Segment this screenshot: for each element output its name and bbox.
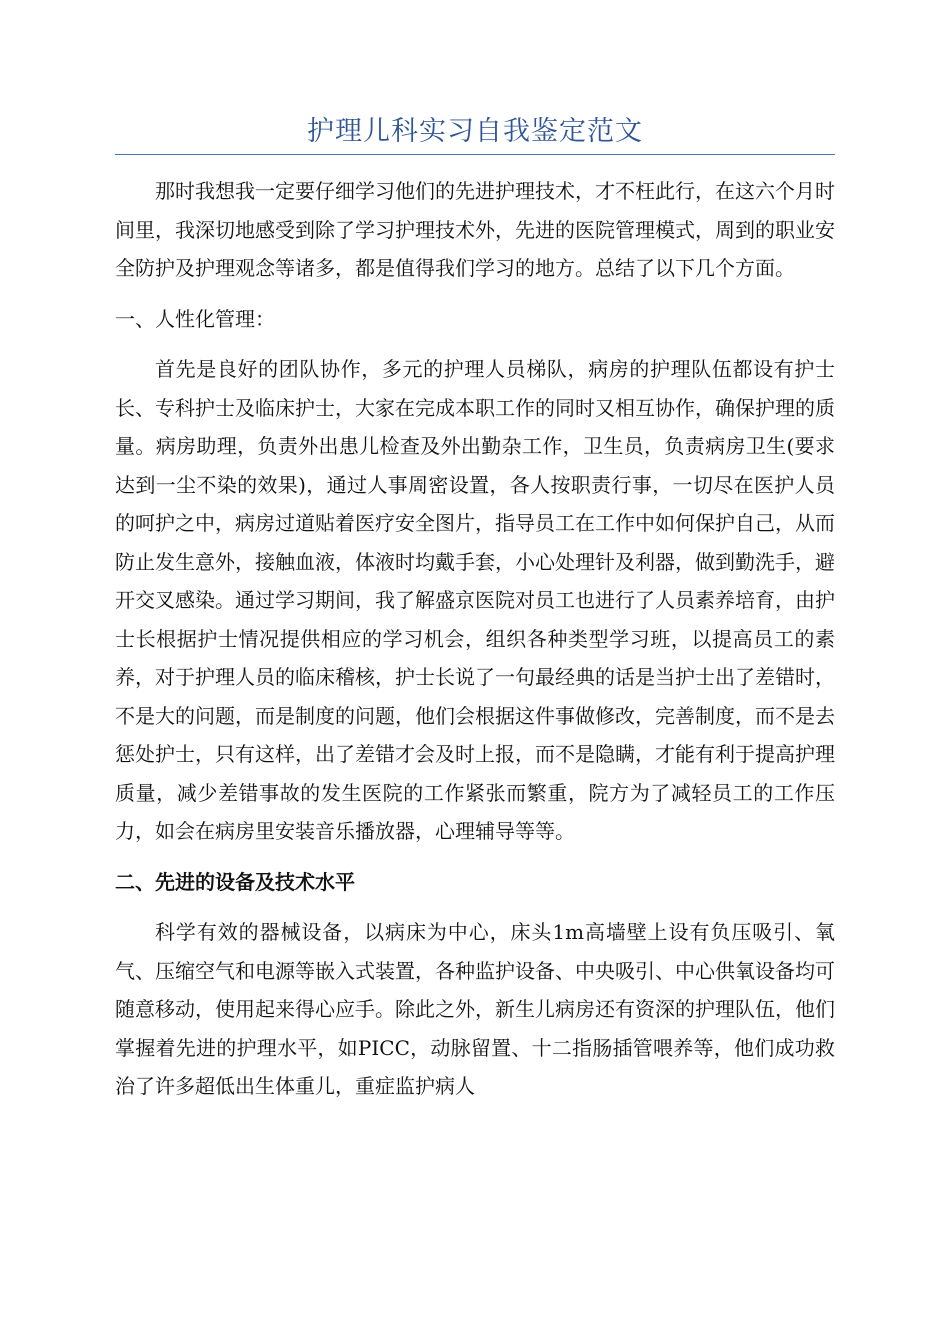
section-1-paragraph: 首先是良好的团队协作，多元的护理人员梯队，病房的护理队伍都设有护士长、专科护士及临床护士，大家在完成本职工作的同时又相互协作，确保护理的质量。病房助理，负责外出患儿检查及外出勤杂工作，卫生员，负责病房卫生(要求达到一尘不染的效果)，通过人事周密设置，各人按职责行事，一切尽在医护人员的呵护之中，病房过道贴着医疗安全图片，指导员工在工作中如何保护自己，从而防止发生意外，接触血液，体液时均戴手套，小心处理针及利器，做到勤洗手，避开交叉感染。通过学习期间，我了解盛京医院对员工也进行了人员素养培育，由护士长根据护士情况提供相应的学习机会，组织各种类型学习班，以提高员工的素养，对于护理人员的临床稽核，护士长说了一句最经典的话是当护士出了差错时，不是大的问题，而是制度的问题，他们会根据这件事做修改，完善制度，而不是去惩处护士，只有这样，出了差错才会及时上报，而不是隐瞒，才能有利于提高护理质量，减少差错事故的发生医院的工作紧张而繁重，院方为了减轻员工的工作压力，如会在病房里安装音乐播放器，心理辅导等等。 [115, 357, 835, 843]
section-2-heading: 二、先进的设备及技术水平 [115, 869, 355, 894]
title-underline [115, 154, 835, 155]
section-2-paragraph: 科学有效的器械设备，以病床为中心，床头1m高墙壁上设有负压吸引、氧气、压缩空气和电源等嵌入式装置，各种监护设备、中央吸引、中心供氧设备均可随意移动，使用起来得心应手。除此之外，新生儿病房还有资深的护理队伍，他们掌握着先进的护理水平，如PICC，动脉留置、十二指肠插管喂养等，他们成功救治了许多超低出生体重儿，重症监护病人 [115, 920, 835, 1098]
section-1-heading: 一、人性化管理： [115, 306, 275, 331]
document-body [115, 172, 835, 1106]
document-title: 护理儿科实习自我鉴定范文 [307, 116, 643, 147]
intro-paragraph: 那时我想我一定要仔细学习他们的先进护理技术，才不枉此行，在这六个月时间里，我深切地感受到除了学习护理技术外，先进的医院管理模式，周到的职业安全防护及护理观念等诸多，都是值得我们学习的地方。总结了以下几个方面。 [115, 179, 835, 280]
